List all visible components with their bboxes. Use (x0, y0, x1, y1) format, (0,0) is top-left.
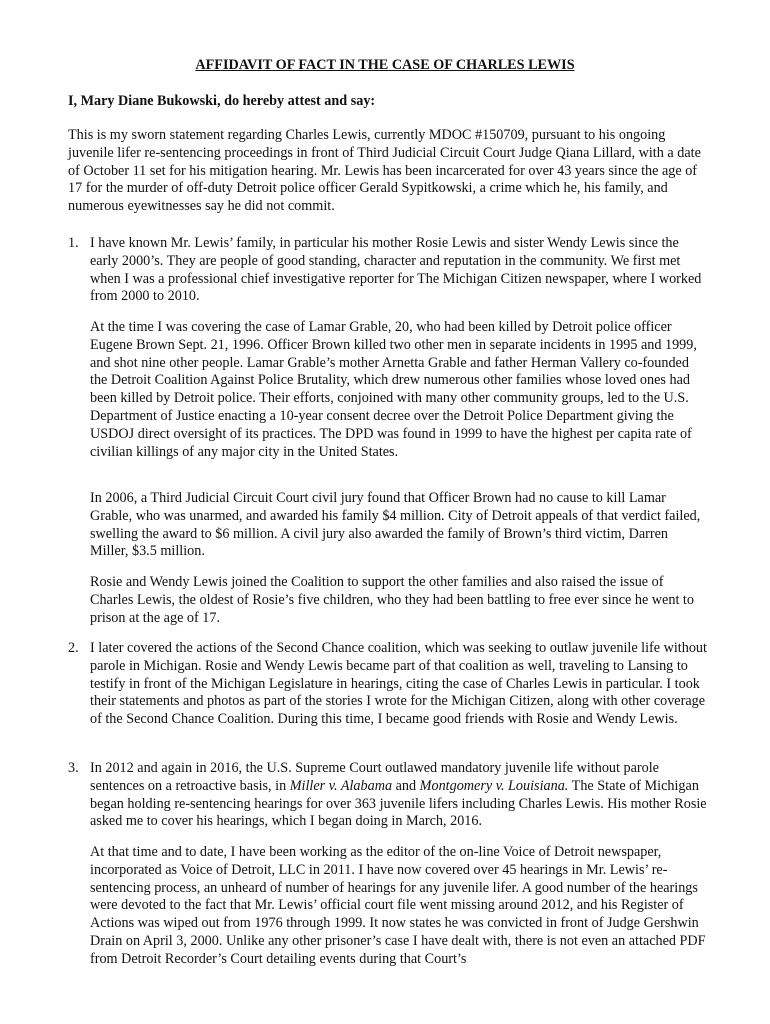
item-number: 1. (68, 235, 79, 251)
list-item-1 (68, 235, 708, 306)
item-2-paragraph-1: I later covered the actions of the Second Chance coalition, which was seeking to outlaw juvenile life without parole in Michigan. Rosie and Wendy Lewis became part of that coalition as well, traveling to Lansing to testify in front of the Michigan Legislature in hearings, citing the case of Charles Lewis in particular. I took their statements and photos as part of the stories I wrote for the Michigan Citizen, along with other coverage of the Second Chance Coalition. During this time, I became good friends with Rosie and Wendy Lewis. (90, 640, 707, 728)
item-1-paragraph-2: At the time I was covering the case of Lamar Grable, 20, who had been killed by Detroit police officer Eugene Brown Sept. 21, 1996. Officer Brown killed two other men in separate incidents in 1995 and 1999, and shot nine other people. Lamar Grable’s mother Arnetta Grable and father Herman Vallery co-founded the Detroit Coalition Against Police Brutality, which drew numerous other families whose loved ones had been killed by Detroit police. Their efforts, conjoined with many other community groups, led to the U.S. Department of Justice enacting a 10-year consent decree over the Detroit Police Department giving the USDOJ direct oversight of its practices. The DPD was found in 1999 to have the highest per capita rate of civilian killings of any major city in the United States. (90, 319, 697, 460)
item-3-text-and: and (392, 777, 420, 794)
intro-paragraph: This is my sworn statement regarding Charles Lewis, currently MDOC #150709, pursuant to his ongoing juvenile lifer re-sentencing proceedings in front of Third Judicial Circuit Court Judge Qiana Lillard, with a date of October 11 set for his mitigation hearing. Mr. Lewis has been incarcerated for over 43 years since the age of 17 for the murder of off-duty Detroit police officer Gerald Sypitkowski, a crime which he, his family, and numerous eyewitnesses say he did not commit. (68, 127, 701, 215)
attestation-line: I, Mary Diane Bukowski, do hereby attest and say: (68, 93, 376, 109)
case-citation-montgomery: Montgomery v. Louisiana. (419, 777, 569, 794)
list-item-3 (68, 760, 708, 831)
item-1-paragraph-1: I have known Mr. Lewis’ family, in particular his mother Rosie Lewis and sister Wendy Lewis since the early 2000’s. They are people of good standing, character and reputation in the community. We first met when I was a professional chief investigative reporter for The Michigan Citizen newspaper, where I worked from 2000 to 2010. (90, 235, 702, 305)
item-1-paragraph-4: Rosie and Wendy Lewis joined the Coalition to support the other families and also raised the issue of Charles Lewis, the oldest of Rosie’s five children, who they had been battling to free ever since he went to prison at the age of 17. (90, 574, 694, 626)
item-1-paragraph-3: In 2006, a Third Judicial Circuit Court civil jury found that Officer Brown had no cause to kill Lamar Grable, who was unarmed, and awarded his family $4 million. City of Detroit appeals of that verdict failed, swelling the award to $6 million. A civil jury also awarded the family of Brown’s third victim, Darren Miller, $3.5 million. (90, 490, 701, 560)
list-item-2 (68, 640, 708, 729)
item-3-paragraph-1 (68, 760, 708, 831)
item-3-paragraph-2: At that time and to date, I have been working as the editor of the on-line Voice of Detroit newspaper, incorporated as Voice of Detroit, LLC in 2011. I have now covered over 45 hearings in Mr. Lewis’ re-sentencing process, an unheard of number of hearings for any juvenile lifer. A good number of the hearings were devoted to the fact that Mr. Lewis’ official court file went missing around 2012, and his Register of Actions was wiped out from 1976 through 1999. It now states he was convicted in front of Judge Gershwin Drain on April 3, 2000. Unlike any other prisoner’s case I have dealt with, there is not even an attached PDF from Detroit Recorder’s Court detailing events during that Court’s (90, 844, 706, 967)
item-3-text-b: The State of Michigan began holding re-sentencing hearings for over 363 juvenile lifers including Charles Lewis. His mother Rosie asked me to cover his hearings, which I began doing in March, 2016. (90, 777, 707, 830)
item-number: 2. (68, 640, 79, 656)
item-3-text-a: In 2012 and again in 2016, the U.S. Supreme Court outlawed mandatory juvenile life without parole sentences on a retroactive basis, in (90, 760, 659, 794)
document-title: AFFIDAVIT OF FACT IN THE CASE OF CHARLES LEWIS (195, 57, 575, 73)
item-number: 3. (68, 760, 79, 776)
case-citation-miller: Miller v. Alabama (289, 777, 393, 794)
